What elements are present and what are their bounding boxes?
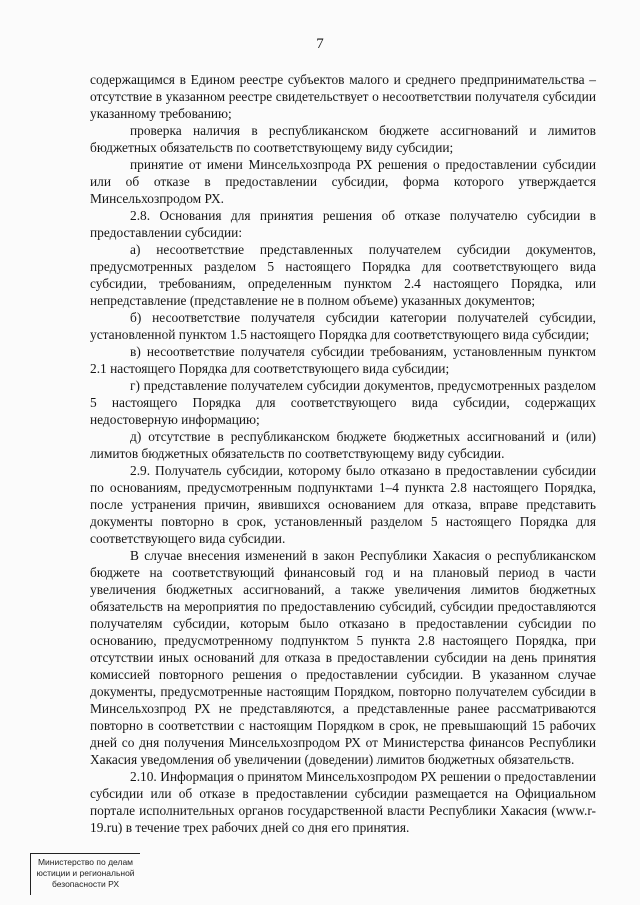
paragraph-budget-check: проверка наличия в республиканском бюджете ассигнований и лимитов бюджетных обязательств по соответствующему виду субсидии; xyxy=(90,123,596,155)
paragraph-2-9: 2.9. Получатель субсидии, которому было отказано в предоставлении субсидии по основаниям, предусмотренным подпунктами 1–4 пункта 2.8 настоящего Порядка, после устранения причин, явившихся основанием для отказа, вправе представить документы повторно в срок, установленный разделом 5 настоящего Порядка для соответствующего вида субсидии. xyxy=(90,463,596,546)
paragraph-2-8-d: д) отсутствие в республиканском бюджете бюджетных ассигнований и (или) лимитов бюджетных обязательств по соответствующему виду субсидии. xyxy=(90,429,596,461)
paragraph-2-8-heading: 2.8. Основания для принятия решения об отказе получателю субсидии в предоставлении субсидии: xyxy=(90,208,596,240)
stamp-line: безопасности РХ xyxy=(51,879,120,889)
document-body xyxy=(90,71,596,836)
paragraph-decision: принятие от имени Минсельхозпрода РХ решения о предоставлении субсидии или об отказе в предоставлении субсидии, форма которого утверждается Минсельхозпродом РХ. xyxy=(90,157,596,206)
paragraph-2-10: 2.10. Информация о принятом Минсельхозпродом РХ решении о предоставлении субсидии или об отказе в предоставлении субсидии размещается на Официальном портале исполнительных органов государственной власти Республики Хакасия (www.r-19.ru) в течение трех рабочих дней со дня его принятия. xyxy=(90,769,596,835)
paragraph-2-8-a: а) несоответствие представленных получателем субсидии документов, предусмотренных разделом 5 настоящего Порядка для соответствующего вида субсидии, требованиям, определенным пунктом 2.4 настоящего Порядка, или непредставление (представление не в полном объеме) указанных документов; xyxy=(90,242,596,308)
paragraph-2-8-b: б) несоответствие получателя субсидии категории получателей субсидии, установленной пунктом 1.5 настоящего Порядка для соответствующего вида субсидии; xyxy=(90,310,596,342)
paragraph-2-8-v: в) несоответствие получателя субсидии требованиям, установленным пунктом 2.1 настоящего Порядка для соответствующего вида субсидии; xyxy=(90,344,596,376)
paragraph-registry-continuation: содержащимся в Едином реестре субъектов малого и среднего предпринимательства – отсутствие в указанном реестре свидетельствует о несоответствии получателя субсидии указанному требованию; xyxy=(90,72,596,121)
stamp-line: Министерство по делам xyxy=(37,857,134,867)
page-number: 7 xyxy=(316,36,324,52)
registration-stamp xyxy=(30,853,140,895)
stamp-line: юстиции и региональной xyxy=(36,868,135,878)
paragraph-budget-change: В случае внесения изменений в закон Республики Хакасия о республиканском бюджете на соответствующий финансовый год и на плановый период в части увеличения бюджетных ассигнований, а также увеличения лимитов бюджетных обязательств на мероприятия по предоставлению субсидий, субсидии предоставляются получателям субсидии, которым было отказано в предоставлении субсидии по основанию, предусмотренному подпунктом 5 пункта 2.8 настоящего Порядка, при отсутствии иных оснований для отказа в предоставлении субсидии на день принятия комиссией повторного решения о предоставлении субсидии. В указанном случае документы, предусмотренные настоящим Порядком, повторно получателем субсидии в Минсельхозпрод РХ не представляются, а представленные ранее рассматриваются повторно в соответствии с настоящим Порядком в срок, не превышающий 15 рабочих дней со дня получения Минсельхозпродом РХ от Министерства финансов Республики Хакасия уведомления об увеличении (доведении) лимитов бюджетных обязательств. xyxy=(90,548,596,767)
paragraph-2-8-g: г) представление получателем субсидии документов, предусмотренных разделом 5 настоящего Порядка для соответствующего вида субсидии, содержащих недостоверную информацию; xyxy=(90,378,596,427)
